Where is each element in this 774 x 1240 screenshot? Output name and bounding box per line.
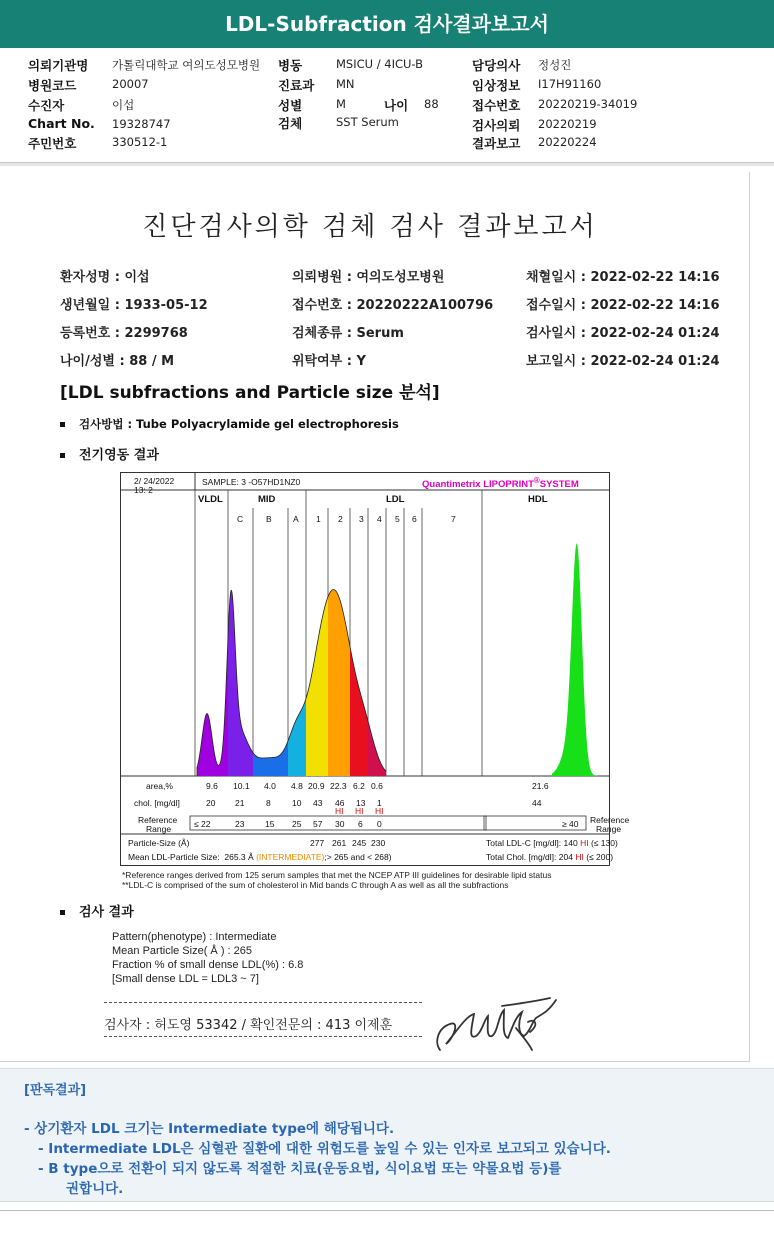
area-hdl: 21.6 <box>532 781 549 791</box>
mean-size-label: Mean LDL-Particle Size: <box>128 852 220 862</box>
system-brand <box>422 476 579 490</box>
total-chol-value: 204 <box>558 852 573 862</box>
result-mean-size: Mean Particle Size( Å ) : 265 <box>112 945 253 957</box>
examinee-value: 이섭 <box>112 98 135 112</box>
mean-size-value: 265.3 Å <box>224 852 254 862</box>
receipt-time: 접수일시 : 2022-02-22 14:16 <box>526 298 720 313</box>
sex-value: M <box>336 97 346 111</box>
particle-size-ldl2: 261 <box>332 838 347 848</box>
area-row-label: area,% <box>146 781 173 791</box>
hdl-ref-label-1: Reference <box>590 815 630 825</box>
age-value: 88 <box>424 97 439 111</box>
ward-label: 병동 <box>278 58 303 73</box>
receipt-value: 20220219-34019 <box>538 97 638 111</box>
particle-size-ldl4: 230 <box>371 838 386 848</box>
band-label-7: 7 <box>451 514 456 524</box>
hospcode-value: 20007 <box>112 77 149 91</box>
area-a: 4.8 <box>291 781 303 791</box>
request-label: 검사의뢰 <box>472 118 521 133</box>
ward-value: MSICU / 4ICU-B <box>336 57 424 71</box>
institution-label: 의뢰기관명 <box>28 58 89 73</box>
age-label: 나이 <box>384 98 409 113</box>
total-chol-flag: HI <box>575 852 584 862</box>
signature-divider-top <box>104 1002 422 1003</box>
ref-ldl2: 30 <box>335 819 345 829</box>
area-ldl4: 0.6 <box>371 781 383 791</box>
chol-ldl3: 13 <box>356 798 366 808</box>
report-title-bar: LDL-Subfraction 검사결과보고서 <box>0 0 774 48</box>
interpretation-line-1: - 상기환자 LDL 크기는 Intermediate type에 해당됩니다. <box>24 1121 395 1137</box>
specimen-label: 검체 <box>278 116 303 131</box>
method-text: 검사방법 : Tube Polyacrylamide gel electrophoresis <box>79 417 399 431</box>
mean-size-class: (INTERMEDIATE) <box>256 852 325 862</box>
particle-size-label: Particle-Size (Å) <box>128 838 190 848</box>
total-ldl-flag: HI <box>580 838 589 848</box>
section-heading: [LDL subfractions and Particle size 분석] <box>60 383 440 403</box>
group-ldl: LDL <box>386 494 405 505</box>
report-date-value: 20220224 <box>538 135 597 149</box>
chol-a: 10 <box>292 798 302 808</box>
hospcode-label: 병원코드 <box>28 78 77 93</box>
band-label-a: A <box>293 514 299 524</box>
test-time: 검사일시 : 2022-02-24 01:24 <box>526 326 720 341</box>
result-bullet <box>60 901 134 920</box>
signature-image <box>432 992 562 1056</box>
dept-label: 진료과 <box>278 78 315 93</box>
total-ldl-ref: (≤ 130) <box>590 838 618 848</box>
method-bullet <box>60 416 399 432</box>
total-chol-label: Total Chol. [mg/dl]: <box>486 852 557 862</box>
chol-ldl1: 43 <box>313 798 323 808</box>
brand-suffix: SYSTEM <box>539 479 579 491</box>
group-mid: MID <box>258 494 276 505</box>
registration-number: 등록번호 : 2299768 <box>60 326 188 341</box>
chart-date: 2/ 24/2022 <box>134 476 175 486</box>
chol-row-label: chol. [mg/dl] <box>134 798 180 808</box>
electro-heading: 전기영동 결과 <box>79 448 159 463</box>
doctor-value: 정성진 <box>538 58 572 72</box>
specimen-type: 검체종류 : Serum <box>292 326 404 341</box>
chol-b: 8 <box>266 798 271 808</box>
examinee-label: 수진자 <box>28 98 65 113</box>
group-hdl: HDL <box>528 494 548 505</box>
patient-name: 환자성명 : 이섭 <box>60 270 150 285</box>
signature-divider-bottom <box>104 1036 422 1037</box>
sex-label: 성별 <box>278 98 303 113</box>
electro-bullet <box>60 444 159 463</box>
mean-size-range: ;> 265 and < 268) <box>324 852 392 862</box>
ref-c: 23 <box>235 819 245 829</box>
chol-flag-ldl2: HI <box>335 806 344 816</box>
registered-mark: ® <box>533 476 540 485</box>
footnote-2: **LDL-C is comprised of the sum of cholesterol in Mid bands C through A as well as all the subfractions <box>122 880 509 890</box>
bullet-dot <box>60 910 65 915</box>
ref-ldl3: 6 <box>358 819 363 829</box>
result-pattern: Pattern(phenotype) : Intermediate <box>112 931 277 943</box>
consignment: 위탁여부 : Y <box>292 354 366 369</box>
band-label-2: 2 <box>338 514 343 524</box>
ref-row-label-2: Range <box>146 824 172 834</box>
area-vldl: 9.6 <box>206 781 218 791</box>
chart-time: 13: 2 <box>134 485 153 495</box>
report-heading: 진단검사의학 검체 검사 결과보고서 <box>142 212 598 242</box>
chol-hdl: 44 <box>532 798 542 808</box>
chart-no-label: Chart No. <box>28 116 95 131</box>
chol-flag-ldl4: HI <box>375 806 384 816</box>
interpretation-heading: [판독결과] <box>24 1083 87 1098</box>
result-heading: 검사 결과 <box>79 905 134 920</box>
ref-row-label-1: Reference <box>138 815 178 825</box>
ref-b: 15 <box>265 819 275 829</box>
electrophoresis-chart <box>120 472 630 866</box>
dept-value: MN <box>336 77 355 91</box>
report-date-label: 결과보고 <box>472 136 521 151</box>
chol-flag-ldl3: HI <box>355 806 364 816</box>
interpretation-line-4: 권합니다. <box>66 1181 124 1197</box>
ref-a: 25 <box>292 819 302 829</box>
request-value: 20220219 <box>538 117 597 131</box>
total-ldl-line <box>486 838 618 848</box>
specimen-value: SST Serum <box>336 115 399 129</box>
total-chol-line <box>486 852 613 862</box>
band-label-3: 3 <box>359 514 364 524</box>
footnote-1: *Reference ranges derived from 125 serum samples that met the NCEP ATP III guidelines for desirable lipid status <box>122 870 552 880</box>
hdl-ref-label-2: Range <box>596 824 622 834</box>
doctor-label: 담당의사 <box>472 58 521 73</box>
result-definition: [Small dense LDL = LDL3 ~ 7] <box>112 973 259 985</box>
birth-date: 생년월일 : 1933-05-12 <box>60 298 208 313</box>
request-meta <box>0 52 774 160</box>
institution-value: 가톨릭대학교 여의도성모병원 <box>112 58 261 72</box>
chol-ldl2: 46 <box>335 798 345 808</box>
clinical-label: 임상정보 <box>472 78 521 93</box>
particle-size-ldl1: 277 <box>310 838 325 848</box>
receipt-number: 접수번호 : 20220222A100796 <box>292 298 494 313</box>
meta-separator <box>0 162 774 166</box>
particle-size-ldl3: 245 <box>352 838 367 848</box>
interpretation-panel <box>0 1068 774 1202</box>
area-ldl2: 22.3 <box>330 781 347 791</box>
band-label-1: 1 <box>316 514 321 524</box>
result-fraction: Fraction % of small dense LDL(%) : 6.8 <box>112 959 304 971</box>
chart-sample: SAMPLE: 3 -O57HD1NZ0 <box>202 477 301 487</box>
ref-hdl: ≥ 40 <box>562 819 579 829</box>
bullet-dot <box>60 453 65 458</box>
idnum-label: 주민번호 <box>28 136 77 151</box>
interpretation-line-2: - Intermediate LDL은 심혈관 질환에 대한 위험도를 높일 수 있는 인자로 보고되고 있습니다. <box>38 1141 611 1157</box>
page-bottom-line <box>0 1210 774 1211</box>
ref-ldl1: 57 <box>313 819 323 829</box>
chol-ldl4: 1 <box>377 798 382 808</box>
age-sex: 나이/성별 : 88 / M <box>60 354 175 369</box>
group-vldl: VLDL <box>198 494 223 505</box>
total-ldl-value: 140 <box>563 838 578 848</box>
chol-vldl: 20 <box>206 798 216 808</box>
result-block <box>112 930 303 986</box>
band-label-c: C <box>237 514 244 524</box>
clinical-value: I17H91160 <box>538 77 602 91</box>
chart-no-value: 19328747 <box>112 117 171 131</box>
receipt-label: 접수번호 <box>472 98 521 113</box>
idnum-value: 330512-1 <box>112 135 168 149</box>
band-label-4: 4 <box>377 514 382 524</box>
area-ldl3: 6.2 <box>353 781 365 791</box>
mean-size-line <box>128 852 392 862</box>
band-label-6: 6 <box>412 514 417 524</box>
ref-ldl4: 0 <box>377 819 382 829</box>
chol-c: 21 <box>235 798 245 808</box>
report-time: 보고일시 : 2022-02-24 01:24 <box>526 354 720 369</box>
bullet-dot <box>60 422 65 427</box>
requesting-hospital: 의뢰병원 : 여의도성모병원 <box>292 270 445 285</box>
tester-info: 검사자 : 허도영 53342 / 확인전문의 : 413 이제훈 <box>104 1018 393 1033</box>
interpretation-line-3: - B type으로 전환이 되지 않도록 적절한 치료(운동요법, 식이요법 또는 약물요법 등)를 <box>38 1161 562 1177</box>
brand-name: Quantimetrix LIPOPRINT <box>422 479 534 491</box>
area-b: 4.0 <box>264 781 276 791</box>
collection-time: 채혈일시 : 2022-02-22 14:16 <box>526 270 720 285</box>
area-ldl1: 20.9 <box>308 781 325 791</box>
area-c: 10.1 <box>233 781 250 791</box>
ref-vldl: ≤ 22 <box>194 819 211 829</box>
band-label-5: 5 <box>395 514 400 524</box>
band-label-b: B <box>266 514 272 524</box>
total-ldl-label: Total LDL-C [mg/dl]: <box>486 838 562 848</box>
total-chol-ref: (≤ 200) <box>586 852 614 862</box>
